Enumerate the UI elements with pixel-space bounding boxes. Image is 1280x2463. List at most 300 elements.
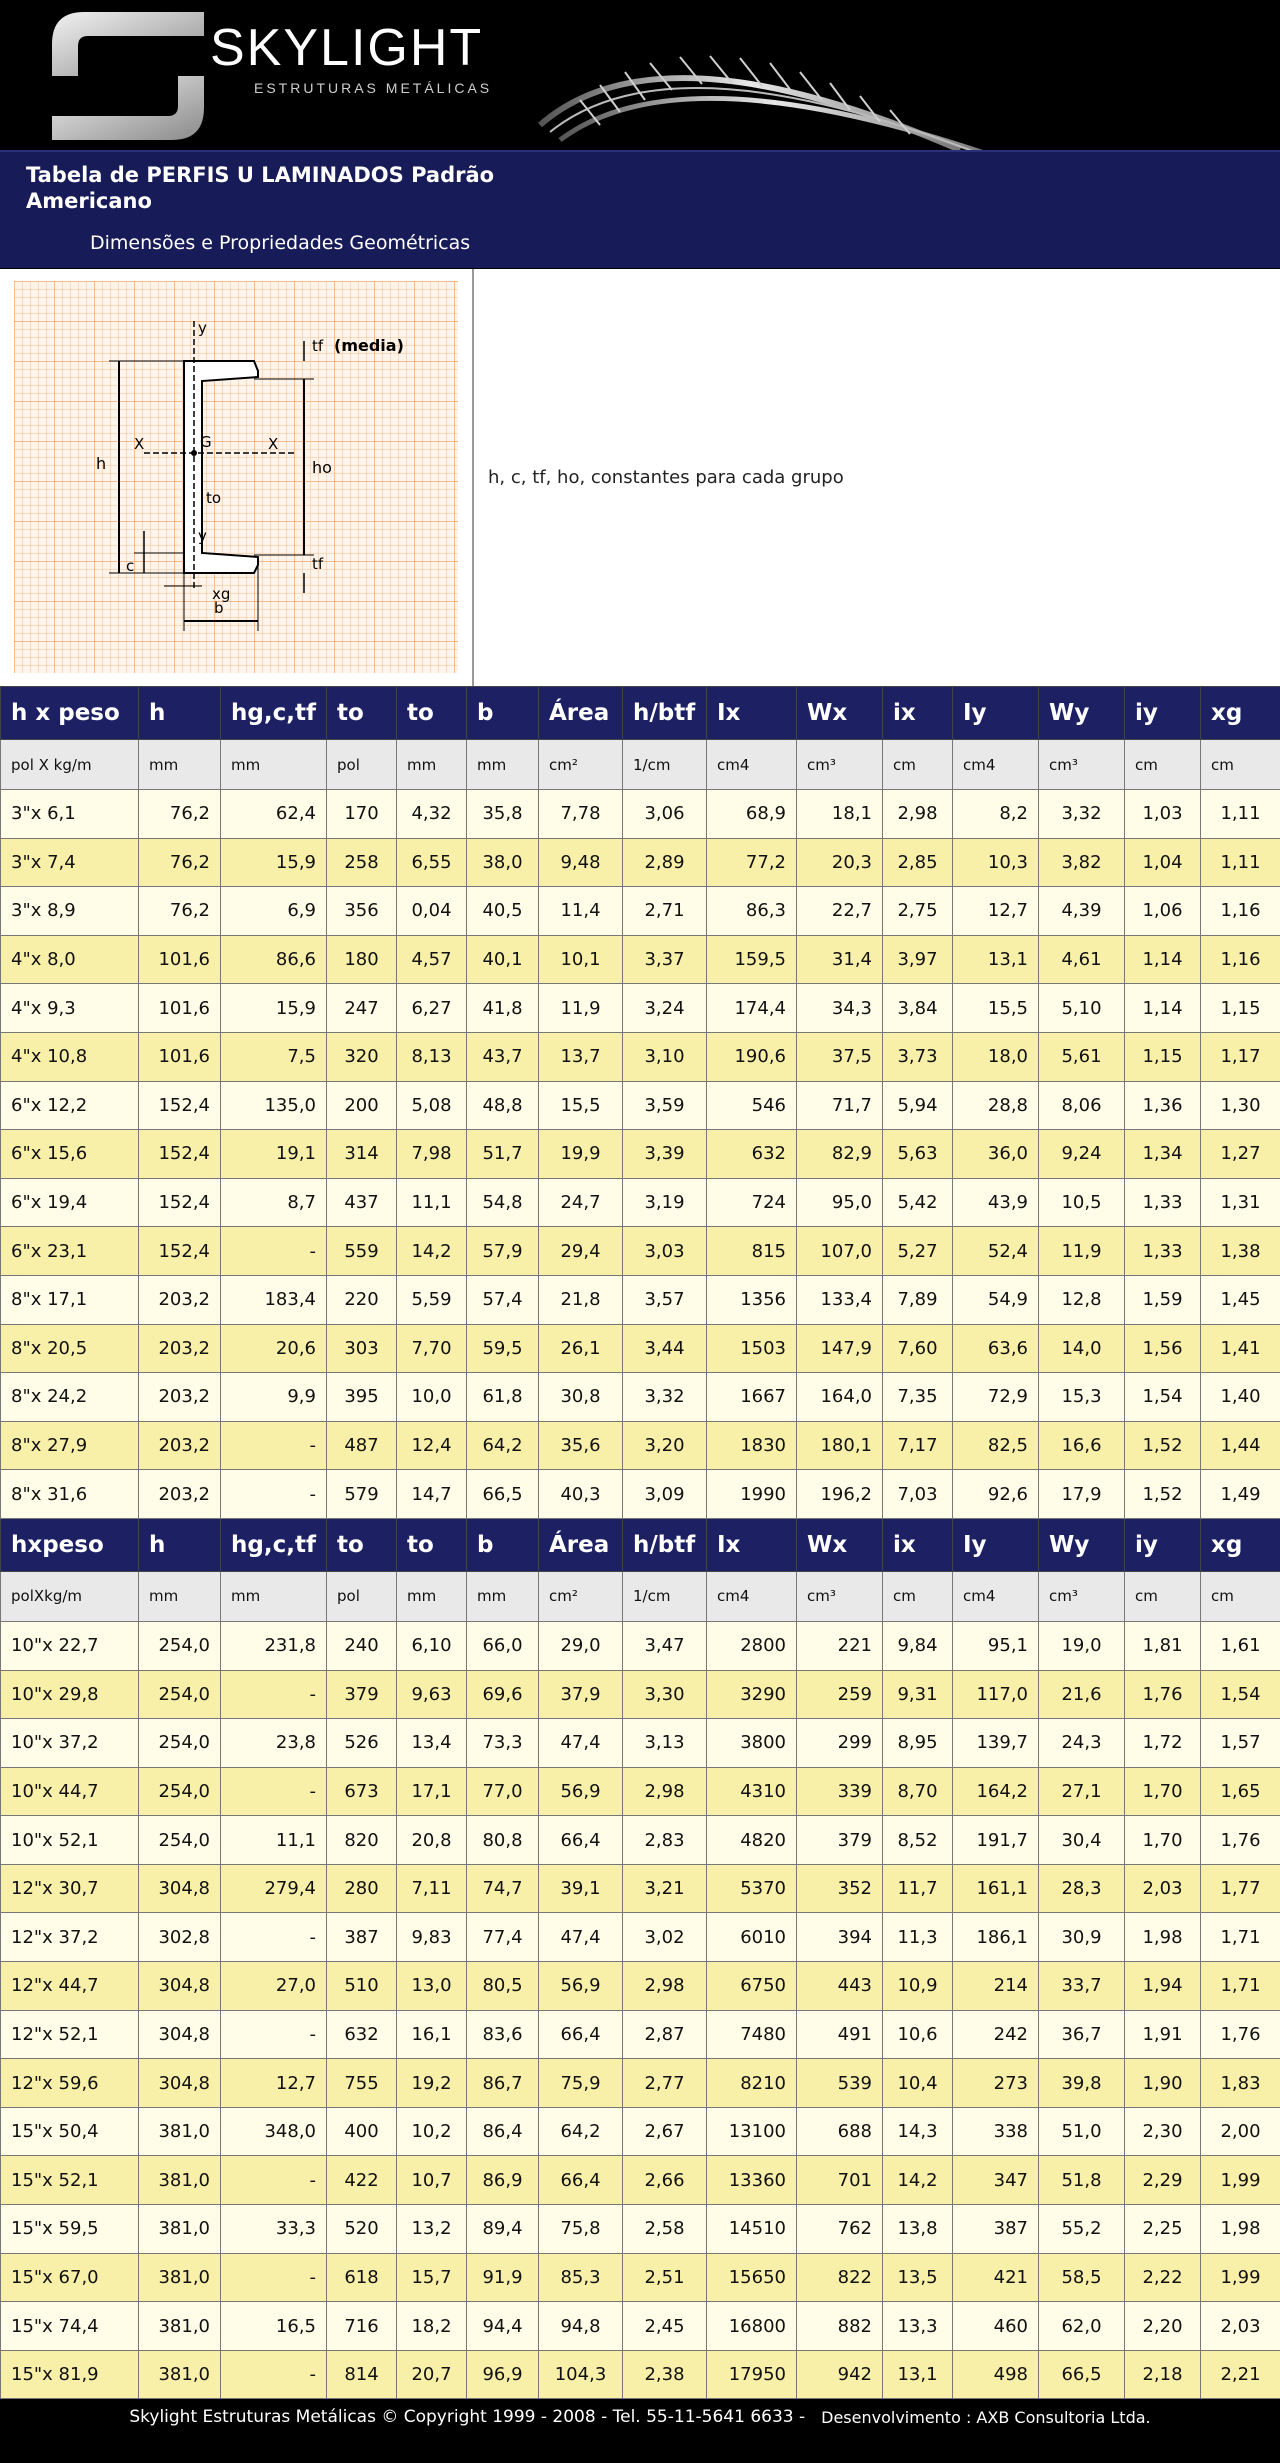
table-header-row-cell: iy bbox=[1125, 1518, 1201, 1571]
table-row-cell: 381,0 bbox=[139, 2156, 221, 2205]
table-row-cell: 3,37 bbox=[623, 935, 707, 984]
table-row-cell: 15"x 74,4 bbox=[1, 2302, 139, 2351]
table-row-cell: 19,0 bbox=[1039, 1621, 1125, 1670]
table-row-cell: 1830 bbox=[707, 1421, 797, 1470]
table-row-cell: 381,0 bbox=[139, 2107, 221, 2156]
table-row-cell: 203,2 bbox=[139, 1324, 221, 1373]
table-row-cell: 3,57 bbox=[623, 1275, 707, 1324]
table-row-cell: 460 bbox=[953, 2302, 1039, 2351]
table-row-cell: 8210 bbox=[707, 2059, 797, 2108]
table-row-cell: 1,31 bbox=[1201, 1178, 1280, 1227]
table-row-cell: 1,71 bbox=[1201, 1962, 1280, 2011]
table-row-cell: 39,8 bbox=[1039, 2059, 1125, 2108]
table-row bbox=[1, 1227, 1280, 1276]
table-row-cell: 11,9 bbox=[1039, 1227, 1125, 1276]
table-units-row-cell: cm³ bbox=[797, 740, 883, 790]
table-row-cell: 2,29 bbox=[1125, 2156, 1201, 2205]
table-row bbox=[1, 1962, 1280, 2011]
table-row-cell: 8,70 bbox=[883, 1767, 953, 1816]
table-row-cell: 101,6 bbox=[139, 1032, 221, 1081]
table-row-cell: 214 bbox=[953, 1962, 1039, 2011]
table-row-cell: 347 bbox=[953, 2156, 1039, 2205]
table-row-cell: 11,1 bbox=[221, 1816, 327, 1865]
table-row-cell: 8,95 bbox=[883, 1719, 953, 1768]
table-row-cell: 5370 bbox=[707, 1864, 797, 1913]
table-row-cell: 1,30 bbox=[1201, 1081, 1280, 1130]
table-row-cell: 539 bbox=[797, 2059, 883, 2108]
table-row-cell: 1,33 bbox=[1125, 1178, 1201, 1227]
table-row bbox=[1, 1081, 1280, 1130]
label-xg: xg bbox=[212, 585, 231, 603]
table-row-cell: 1503 bbox=[707, 1324, 797, 1373]
table-row-cell: 31,4 bbox=[797, 935, 883, 984]
brand-name: SKYLIGHT bbox=[210, 19, 484, 77]
table-row-cell: 10"x 52,1 bbox=[1, 1816, 139, 1865]
table-row-cell: 1,77 bbox=[1201, 1864, 1280, 1913]
table-row-cell: 3"x 6,1 bbox=[1, 790, 139, 839]
table-row-cell: 254,0 bbox=[139, 1719, 221, 1768]
table-row-cell: 1,14 bbox=[1125, 984, 1201, 1033]
table-row-cell: 18,0 bbox=[953, 1032, 1039, 1081]
table-row-cell: 14,3 bbox=[883, 2107, 953, 2156]
table-row-cell: 101,6 bbox=[139, 935, 221, 984]
label-x-right: X bbox=[268, 435, 279, 453]
table-row-cell: 3,03 bbox=[623, 1227, 707, 1276]
table-row-cell: 74,7 bbox=[467, 1864, 539, 1913]
table-row-cell: 1,59 bbox=[1125, 1275, 1201, 1324]
table-row-cell: 13,0 bbox=[397, 1962, 467, 2011]
table-row-cell: 23,8 bbox=[221, 1719, 327, 1768]
table-row-cell: 618 bbox=[327, 2253, 397, 2302]
table-row-cell: 1,04 bbox=[1125, 838, 1201, 887]
table-row-cell: 28,8 bbox=[953, 1081, 1039, 1130]
table-row-cell: 422 bbox=[327, 2156, 397, 2205]
table-row-cell: 1,76 bbox=[1201, 1816, 1280, 1865]
table-row-cell: 2,75 bbox=[883, 887, 953, 936]
skylight-logo-icon[interactable] bbox=[44, 6, 214, 146]
table-row-cell: 394 bbox=[797, 1913, 883, 1962]
table-row-cell: 14,7 bbox=[397, 1470, 467, 1519]
table-row-cell: 9,84 bbox=[883, 1621, 953, 1670]
table-row-cell: 258 bbox=[327, 838, 397, 887]
table-row-cell: 4"x 8,0 bbox=[1, 935, 139, 984]
table-row-cell: 7,17 bbox=[883, 1421, 953, 1470]
table-row-cell: 254,0 bbox=[139, 1670, 221, 1719]
table-row-cell: 381,0 bbox=[139, 2302, 221, 2351]
table-row-cell: 822 bbox=[797, 2253, 883, 2302]
table-header-row-cell: Área bbox=[539, 687, 623, 740]
table-row-cell: 7,89 bbox=[883, 1275, 953, 1324]
table-row-cell: 29,0 bbox=[539, 1621, 623, 1670]
table-row-cell: 1,70 bbox=[1125, 1767, 1201, 1816]
table-row-cell: 1,98 bbox=[1125, 1913, 1201, 1962]
table-row-cell: 203,2 bbox=[139, 1470, 221, 1519]
table-row-cell: 15,3 bbox=[1039, 1373, 1125, 1422]
table-row-cell: 3,97 bbox=[883, 935, 953, 984]
table-row-cell: 7,5 bbox=[221, 1032, 327, 1081]
table-header-row-cell: to bbox=[327, 1518, 397, 1571]
table-row-cell: 1,91 bbox=[1125, 2010, 1201, 2059]
table-row-cell: 16,1 bbox=[397, 2010, 467, 2059]
table-row-cell: 48,8 bbox=[467, 1081, 539, 1130]
table-row-cell: 38,0 bbox=[467, 838, 539, 887]
table-row-cell: 35,8 bbox=[467, 790, 539, 839]
table-row-cell: 66,0 bbox=[467, 1621, 539, 1670]
table-row-cell: 1,41 bbox=[1201, 1324, 1280, 1373]
table-row-cell: 1667 bbox=[707, 1373, 797, 1422]
table-units-row-cell: 1/cm bbox=[623, 740, 707, 790]
table-row-cell: 19,1 bbox=[221, 1130, 327, 1179]
table-row-cell: 21,8 bbox=[539, 1275, 623, 1324]
table-row-cell: 186,1 bbox=[953, 1913, 1039, 1962]
table-row-cell: 91,9 bbox=[467, 2253, 539, 2302]
table-header-row-cell: Área bbox=[539, 1518, 623, 1571]
table-row-cell: 3,02 bbox=[623, 1913, 707, 1962]
table-row-cell: 2,51 bbox=[623, 2253, 707, 2302]
table-row-cell: 39,1 bbox=[539, 1864, 623, 1913]
table-row-cell: 11,7 bbox=[883, 1864, 953, 1913]
table-row-cell: 13,4 bbox=[397, 1719, 467, 1768]
table-units-row-cell: pol bbox=[327, 740, 397, 790]
table-row-cell: 13,8 bbox=[883, 2205, 953, 2254]
table-row-cell: 10,0 bbox=[397, 1373, 467, 1422]
table-row-cell: 16,6 bbox=[1039, 1421, 1125, 1470]
table-row bbox=[1, 1864, 1280, 1913]
table-row-cell: 6010 bbox=[707, 1913, 797, 1962]
table-row-cell: 20,8 bbox=[397, 1816, 467, 1865]
table-row-cell: 3,13 bbox=[623, 1719, 707, 1768]
table-row-cell: 3,39 bbox=[623, 1130, 707, 1179]
table-row-cell: 27,1 bbox=[1039, 1767, 1125, 1816]
page-footer bbox=[0, 2399, 1280, 2435]
table-row-cell: 381,0 bbox=[139, 2205, 221, 2254]
table-row bbox=[1, 2059, 1280, 2108]
table-row-cell: 64,2 bbox=[539, 2107, 623, 2156]
table-row-cell: 12"x 30,7 bbox=[1, 1864, 139, 1913]
table-row bbox=[1, 1767, 1280, 1816]
table-row-cell: 56,9 bbox=[539, 1962, 623, 2011]
table-row-cell: 11,9 bbox=[539, 984, 623, 1033]
table-units-row-cell: cm bbox=[1125, 740, 1201, 790]
table-header-row-cell: iy bbox=[1125, 687, 1201, 740]
table-units-row-cell: cm bbox=[883, 1571, 953, 1621]
table-row-cell: 231,8 bbox=[221, 1621, 327, 1670]
table-row-cell: 9,9 bbox=[221, 1373, 327, 1422]
table-row-cell: 66,4 bbox=[539, 2156, 623, 2205]
table-row-cell: 338 bbox=[953, 2107, 1039, 2156]
table-row-cell: 6"x 15,6 bbox=[1, 1130, 139, 1179]
site-header bbox=[0, 0, 1280, 150]
table-row-cell: 762 bbox=[797, 2205, 883, 2254]
table-row-cell: 76,2 bbox=[139, 790, 221, 839]
label-G: G bbox=[200, 433, 212, 451]
table-row-cell: 66,5 bbox=[1039, 2350, 1125, 2399]
table-row-cell: 3,32 bbox=[1039, 790, 1125, 839]
table-row-cell: 61,8 bbox=[467, 1373, 539, 1422]
table-row-cell: 421 bbox=[953, 2253, 1039, 2302]
table-row bbox=[1, 887, 1280, 936]
table-units-row-cell: pol X kg/m bbox=[1, 740, 139, 790]
table-row-cell: 56,9 bbox=[539, 1767, 623, 1816]
table-header-row-cell: b bbox=[467, 687, 539, 740]
table-row-cell: 5,61 bbox=[1039, 1032, 1125, 1081]
table-row-cell: 8,13 bbox=[397, 1032, 467, 1081]
table-row-cell: 13,3 bbox=[883, 2302, 953, 2351]
table-row-cell: 30,9 bbox=[1039, 1913, 1125, 1962]
table-row-cell: 37,5 bbox=[797, 1032, 883, 1081]
table-header-row-cell: to bbox=[397, 687, 467, 740]
table-row-cell: 66,5 bbox=[467, 1470, 539, 1519]
table-row-cell: 254,0 bbox=[139, 1816, 221, 1865]
table-row-cell: 77,4 bbox=[467, 1913, 539, 1962]
table-row bbox=[1, 1275, 1280, 1324]
table-row-cell: 1356 bbox=[707, 1275, 797, 1324]
table-row-cell: 19,9 bbox=[539, 1130, 623, 1179]
table-header-row-cell: Ix bbox=[707, 1518, 797, 1571]
table-row-cell: 1,11 bbox=[1201, 838, 1280, 887]
table-row-cell: 1,83 bbox=[1201, 2059, 1280, 2108]
table-row-cell: 379 bbox=[797, 1816, 883, 1865]
table-row-cell: 73,3 bbox=[467, 1719, 539, 1768]
table-header-row-cell: to bbox=[327, 687, 397, 740]
table-row bbox=[1, 2253, 1280, 2302]
table-header-row-cell: Iy bbox=[953, 1518, 1039, 1571]
table-row-cell: 2,98 bbox=[623, 1962, 707, 2011]
table-row-cell: 20,7 bbox=[397, 2350, 467, 2399]
table-row-cell: 10,2 bbox=[397, 2107, 467, 2156]
table-row-cell: 63,6 bbox=[953, 1324, 1039, 1373]
title-bar bbox=[0, 150, 1280, 268]
table-row-cell: 15"x 52,1 bbox=[1, 2156, 139, 2205]
table-units-row-cell: cm bbox=[883, 740, 953, 790]
table-row-cell: 259 bbox=[797, 1670, 883, 1719]
table-row bbox=[1, 1324, 1280, 1373]
table-row-cell: 96,9 bbox=[467, 2350, 539, 2399]
table-row bbox=[1, 1719, 1280, 1768]
table-row-cell: 2,85 bbox=[883, 838, 953, 887]
table-row-cell: 82,9 bbox=[797, 1130, 883, 1179]
table-row-cell: 43,7 bbox=[467, 1032, 539, 1081]
table-row-cell: 89,4 bbox=[467, 2205, 539, 2254]
table-row-cell: 76,2 bbox=[139, 838, 221, 887]
table-row-cell: 520 bbox=[327, 2205, 397, 2254]
table-row-cell: 1,70 bbox=[1125, 1816, 1201, 1865]
table-row-cell: 203,2 bbox=[139, 1421, 221, 1470]
table-header-row-cell: hg,c,tf bbox=[221, 687, 327, 740]
table-row-cell: 5,63 bbox=[883, 1130, 953, 1179]
table-units-row-cell: cm bbox=[1125, 1571, 1201, 1621]
table-row-cell: 66,4 bbox=[539, 1816, 623, 1865]
table-header-row-cell: xg bbox=[1201, 1518, 1280, 1571]
table-row-cell: 320 bbox=[327, 1032, 397, 1081]
table-row-cell: 7,60 bbox=[883, 1324, 953, 1373]
table-units-row-cell: 1/cm bbox=[623, 1571, 707, 1621]
table-row-cell: 180 bbox=[327, 935, 397, 984]
table-row-cell: 2,89 bbox=[623, 838, 707, 887]
table-row-cell: 94,8 bbox=[539, 2302, 623, 2351]
table-row-cell: 69,6 bbox=[467, 1670, 539, 1719]
label-to: to bbox=[206, 489, 222, 507]
table-row-cell: 1,76 bbox=[1125, 1670, 1201, 1719]
table-row-cell: 1,15 bbox=[1201, 984, 1280, 1033]
table-row-cell: 815 bbox=[707, 1227, 797, 1276]
table-row bbox=[1, 2107, 1280, 2156]
table-units-row-cell: cm² bbox=[539, 1571, 623, 1621]
table-row-cell: 14,0 bbox=[1039, 1324, 1125, 1373]
table-row-cell: 18,1 bbox=[797, 790, 883, 839]
table-row-cell: 94,4 bbox=[467, 2302, 539, 2351]
table-row-cell: 339 bbox=[797, 1767, 883, 1816]
table-row-cell: 303 bbox=[327, 1324, 397, 1373]
table-row-cell: 1,90 bbox=[1125, 2059, 1201, 2108]
table-row-cell: 1,11 bbox=[1201, 790, 1280, 839]
table-row-cell: 1,17 bbox=[1201, 1032, 1280, 1081]
table-row-cell: 4,61 bbox=[1039, 935, 1125, 984]
table-row-cell: 221 bbox=[797, 1621, 883, 1670]
table-row-cell: 2,03 bbox=[1125, 1864, 1201, 1913]
table-row-cell: 632 bbox=[327, 2010, 397, 2059]
table-row-cell: 242 bbox=[953, 2010, 1039, 2059]
table-header-row-cell: b bbox=[467, 1518, 539, 1571]
table-row-cell: 701 bbox=[797, 2156, 883, 2205]
table-header-row-cell: Wy bbox=[1039, 1518, 1125, 1571]
table-row-cell: 12"x 52,1 bbox=[1, 2010, 139, 2059]
table-row-cell: 5,59 bbox=[397, 1275, 467, 1324]
table-row-cell: 5,27 bbox=[883, 1227, 953, 1276]
table-header-row-cell: hxpeso bbox=[1, 1518, 139, 1571]
table-row-cell: 71,7 bbox=[797, 1081, 883, 1130]
table-row-cell: 2,22 bbox=[1125, 2253, 1201, 2302]
table-row-cell: 254,0 bbox=[139, 1621, 221, 1670]
table-row-cell: - bbox=[221, 1421, 327, 1470]
table-row-cell: 498 bbox=[953, 2350, 1039, 2399]
table-row-cell: 4310 bbox=[707, 1767, 797, 1816]
table-row-cell: 10"x 37,2 bbox=[1, 1719, 139, 1768]
table-row-cell: 2,20 bbox=[1125, 2302, 1201, 2351]
table-row-cell: 30,4 bbox=[1039, 1816, 1125, 1865]
table-row-cell: 510 bbox=[327, 1962, 397, 2011]
table-row-cell: 2,00 bbox=[1201, 2107, 1280, 2156]
table-row-cell: 10,6 bbox=[883, 2010, 953, 2059]
table-row-cell: 72,9 bbox=[953, 1373, 1039, 1422]
table-row-cell: 133,4 bbox=[797, 1275, 883, 1324]
table-row-cell: 491 bbox=[797, 2010, 883, 2059]
table-row-cell: 68,9 bbox=[707, 790, 797, 839]
table-row-cell: 8,7 bbox=[221, 1178, 327, 1227]
table-row-cell: 64,2 bbox=[467, 1421, 539, 1470]
table-row-cell: - bbox=[221, 2253, 327, 2302]
table-row-cell: 6"x 12,2 bbox=[1, 1081, 139, 1130]
table-row-cell: 487 bbox=[327, 1421, 397, 1470]
table-row-cell: 164,2 bbox=[953, 1767, 1039, 1816]
table-row-cell: 4,57 bbox=[397, 935, 467, 984]
table-row-cell: 6,55 bbox=[397, 838, 467, 887]
table-row-cell: 40,5 bbox=[467, 887, 539, 936]
table-row-cell: 2,38 bbox=[623, 2350, 707, 2399]
table-row bbox=[1, 2010, 1280, 2059]
table-units-row-cell: mm bbox=[139, 1571, 221, 1621]
label-media: (media) bbox=[334, 336, 404, 355]
table-row-cell: 174,4 bbox=[707, 984, 797, 1033]
table-row-cell: 2,58 bbox=[623, 2205, 707, 2254]
table-header-row-cell: Wx bbox=[797, 1518, 883, 1571]
table-header-row-cell: ix bbox=[883, 1518, 953, 1571]
table-row-cell: 55,2 bbox=[1039, 2205, 1125, 2254]
table-row-cell: 6,27 bbox=[397, 984, 467, 1033]
table-row bbox=[1, 2205, 1280, 2254]
table-row-cell: 13,1 bbox=[883, 2350, 953, 2399]
table-row-cell: 12,8 bbox=[1039, 1275, 1125, 1324]
table-row-cell: 6750 bbox=[707, 1962, 797, 2011]
profile-diagram-cell bbox=[0, 269, 474, 686]
table-row-cell: 58,5 bbox=[1039, 2253, 1125, 2302]
table-row-cell: 7,03 bbox=[883, 1470, 953, 1519]
table-row-cell: - bbox=[221, 2156, 327, 2205]
table-row-cell: 30,8 bbox=[539, 1373, 623, 1422]
table-row-cell: 11,1 bbox=[397, 1178, 467, 1227]
table-row-cell: 10"x 29,8 bbox=[1, 1670, 139, 1719]
table-units-row-cell: cm4 bbox=[707, 1571, 797, 1621]
table-row-cell: 820 bbox=[327, 1816, 397, 1865]
table-row-cell: 2,87 bbox=[623, 2010, 707, 2059]
table-row-cell: 3,82 bbox=[1039, 838, 1125, 887]
table-row-cell: 1,57 bbox=[1201, 1719, 1280, 1768]
table-row-cell: 77,2 bbox=[707, 838, 797, 887]
table-row-cell: 8,06 bbox=[1039, 1081, 1125, 1130]
table-row-cell: 387 bbox=[327, 1913, 397, 1962]
table-row-cell: 1,49 bbox=[1201, 1470, 1280, 1519]
table-row bbox=[1, 838, 1280, 887]
label-tf-bottom: tf bbox=[312, 555, 324, 573]
table-row-cell: 15,9 bbox=[221, 838, 327, 887]
table-row-cell: 36,0 bbox=[953, 1130, 1039, 1179]
table-row-cell: 387 bbox=[953, 2205, 1039, 2254]
table-units-row-cell: mm bbox=[221, 1571, 327, 1621]
table-row-cell: 10,5 bbox=[1039, 1178, 1125, 1227]
table-row-cell: 12"x 44,7 bbox=[1, 1962, 139, 2011]
table-row-cell: 1,52 bbox=[1125, 1421, 1201, 1470]
table-row-cell: 10"x 22,7 bbox=[1, 1621, 139, 1670]
table-row-cell: 9,24 bbox=[1039, 1130, 1125, 1179]
table-row-cell: 13,7 bbox=[539, 1032, 623, 1081]
table-row-cell: 2,45 bbox=[623, 2302, 707, 2351]
table-row-cell: 15,5 bbox=[539, 1081, 623, 1130]
table-row-cell: 57,9 bbox=[467, 1227, 539, 1276]
table-row-cell: 5,42 bbox=[883, 1178, 953, 1227]
table-row-cell: 34,3 bbox=[797, 984, 883, 1033]
table-row-cell: 13,2 bbox=[397, 2205, 467, 2254]
table-row-cell: 579 bbox=[327, 1470, 397, 1519]
table-row-cell: 12,4 bbox=[397, 1421, 467, 1470]
table-row-cell: 86,7 bbox=[467, 2059, 539, 2108]
table-row-cell: 21,6 bbox=[1039, 1670, 1125, 1719]
table-row-cell: 6"x 19,4 bbox=[1, 1178, 139, 1227]
table-row-cell: 41,8 bbox=[467, 984, 539, 1033]
table-row-cell: 13,5 bbox=[883, 2253, 953, 2302]
table-row-cell: 51,7 bbox=[467, 1130, 539, 1179]
table-row-cell: 161,1 bbox=[953, 1864, 1039, 1913]
table-header-row bbox=[1, 1518, 1280, 1571]
table-row-cell: 8"x 31,6 bbox=[1, 1470, 139, 1519]
table-row-cell: 0,04 bbox=[397, 887, 467, 936]
table-row-cell: 2,98 bbox=[883, 790, 953, 839]
table-row-cell: 75,8 bbox=[539, 2205, 623, 2254]
table-row bbox=[1, 1670, 1280, 1719]
table-row-cell: 1,54 bbox=[1125, 1373, 1201, 1422]
table-row-cell: 3,19 bbox=[623, 1178, 707, 1227]
table-row bbox=[1, 790, 1280, 839]
figure-row bbox=[0, 268, 1280, 686]
